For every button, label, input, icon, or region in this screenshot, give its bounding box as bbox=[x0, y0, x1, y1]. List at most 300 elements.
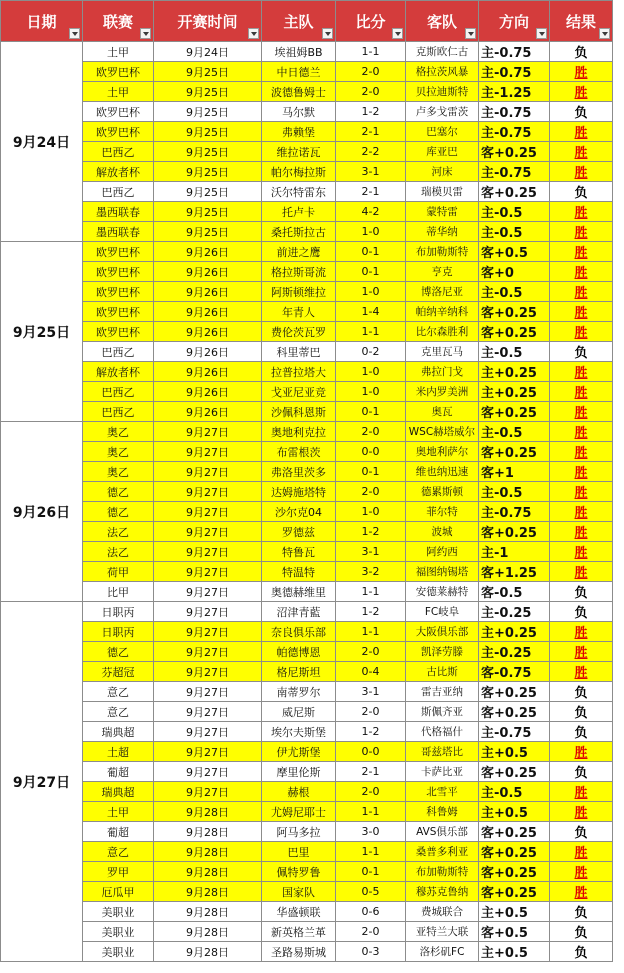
table-row bbox=[1, 882, 613, 902]
home-team-cell: 年青人 bbox=[262, 302, 336, 322]
table-row bbox=[1, 862, 613, 882]
league-cell: 比甲 bbox=[83, 582, 154, 602]
league-cell: 奥乙 bbox=[83, 442, 154, 462]
away-team-cell: 斯佩齐亚 bbox=[406, 702, 479, 722]
away-team-cell: 菲尔特 bbox=[406, 502, 479, 522]
direction-cell: 主-0.5 bbox=[479, 202, 550, 222]
league-cell: 意乙 bbox=[83, 682, 154, 702]
score-cell: 1-1 bbox=[336, 42, 406, 62]
result-cell: 胜 bbox=[550, 222, 613, 242]
away-team-cell: 布加勒斯特 bbox=[406, 242, 479, 262]
time-cell: 9月27日 bbox=[154, 582, 262, 602]
home-team-cell: 维拉诺瓦 bbox=[262, 142, 336, 162]
direction-cell: 客+1 bbox=[479, 462, 550, 482]
direction-cell: 客+0.25 bbox=[479, 882, 550, 902]
table-row bbox=[1, 82, 613, 102]
league-cell: 解放者杯 bbox=[83, 362, 154, 382]
time-cell: 9月27日 bbox=[154, 562, 262, 582]
result-cell: 胜 bbox=[550, 642, 613, 662]
result-cell: 负 bbox=[550, 582, 613, 602]
away-team-cell: 库亚巴 bbox=[406, 142, 479, 162]
time-cell: 9月26日 bbox=[154, 262, 262, 282]
direction-cell: 客+0.25 bbox=[479, 822, 550, 842]
direction-cell: 客-0.75 bbox=[479, 662, 550, 682]
score-cell: 3-1 bbox=[336, 542, 406, 562]
score-cell: 1-0 bbox=[336, 382, 406, 402]
time-cell: 9月27日 bbox=[154, 482, 262, 502]
league-cell: 美职业 bbox=[83, 902, 154, 922]
direction-cell: 客+0.25 bbox=[479, 182, 550, 202]
time-cell: 9月28日 bbox=[154, 842, 262, 862]
score-cell: 0-1 bbox=[336, 462, 406, 482]
score-cell: 1-1 bbox=[336, 622, 406, 642]
result-cell: 胜 bbox=[550, 482, 613, 502]
home-team-cell: 伊尤斯堡 bbox=[262, 742, 336, 762]
header-label: 主队 bbox=[283, 12, 314, 31]
score-cell: 3-1 bbox=[336, 162, 406, 182]
filter-dropdown-icon[interactable] bbox=[140, 28, 151, 39]
league-cell: 墨西联春 bbox=[83, 202, 154, 222]
home-team-cell: 沼津青藍 bbox=[262, 602, 336, 622]
score-cell: 1-0 bbox=[336, 362, 406, 382]
table-row bbox=[1, 442, 613, 462]
direction-cell: 客+0.25 bbox=[479, 762, 550, 782]
direction-cell: 主-0.25 bbox=[479, 642, 550, 662]
table-row bbox=[1, 362, 613, 382]
home-team-cell: 达姆施塔特 bbox=[262, 482, 336, 502]
table-row bbox=[1, 102, 613, 122]
filter-dropdown-icon[interactable] bbox=[599, 28, 610, 39]
table-row bbox=[1, 222, 613, 242]
home-team-cell: 佩特罗鲁 bbox=[262, 862, 336, 882]
away-team-cell: 桑普多利亚 bbox=[406, 842, 479, 862]
home-team-cell: 威尼斯 bbox=[262, 702, 336, 722]
league-cell: 欧罗巴杯 bbox=[83, 262, 154, 282]
table-row bbox=[1, 682, 613, 702]
score-cell: 1-1 bbox=[336, 802, 406, 822]
away-team-cell: 亨克 bbox=[406, 262, 479, 282]
home-team-cell: 格拉斯哥流 bbox=[262, 262, 336, 282]
result-cell: 负 bbox=[550, 822, 613, 842]
time-cell: 9月28日 bbox=[154, 882, 262, 902]
time-cell: 9月28日 bbox=[154, 822, 262, 842]
away-team-cell: 波城 bbox=[406, 522, 479, 542]
league-cell: 墨西联春 bbox=[83, 222, 154, 242]
home-team-cell: 华盛顿联 bbox=[262, 902, 336, 922]
away-team-cell: 费城联合 bbox=[406, 902, 479, 922]
time-cell: 9月26日 bbox=[154, 382, 262, 402]
direction-cell: 主-0.75 bbox=[479, 502, 550, 522]
table-row bbox=[1, 422, 613, 442]
header-score bbox=[336, 1, 406, 42]
score-cell: 0-0 bbox=[336, 742, 406, 762]
league-cell: 罗甲 bbox=[83, 862, 154, 882]
away-team-cell: 维也纳迅速 bbox=[406, 462, 479, 482]
table-row bbox=[1, 942, 613, 962]
away-team-cell: 雷吉亚纳 bbox=[406, 682, 479, 702]
filter-dropdown-icon[interactable] bbox=[392, 28, 403, 39]
direction-cell: 主-0.75 bbox=[479, 62, 550, 82]
away-team-cell: 蒂华纳 bbox=[406, 222, 479, 242]
home-team-cell: 国家队 bbox=[262, 882, 336, 902]
score-cell: 2-0 bbox=[336, 642, 406, 662]
time-cell: 9月25日 bbox=[154, 222, 262, 242]
result-cell: 胜 bbox=[550, 862, 613, 882]
time-cell: 9月26日 bbox=[154, 302, 262, 322]
header-label: 联赛 bbox=[102, 12, 133, 31]
date-cell: 9月26日 bbox=[1, 422, 83, 602]
direction-cell: 主+0.5 bbox=[479, 802, 550, 822]
league-cell: 厄瓜甲 bbox=[83, 882, 154, 902]
direction-cell: 主-0.5 bbox=[479, 222, 550, 242]
time-cell: 9月27日 bbox=[154, 702, 262, 722]
direction-cell: 主-0.75 bbox=[479, 162, 550, 182]
score-cell: 0-5 bbox=[336, 882, 406, 902]
result-cell: 负 bbox=[550, 102, 613, 122]
table-row bbox=[1, 122, 613, 142]
league-cell: 欧罗巴杯 bbox=[83, 102, 154, 122]
filter-dropdown-icon[interactable] bbox=[322, 28, 333, 39]
home-team-cell: 沃尔特雷东 bbox=[262, 182, 336, 202]
table-row bbox=[1, 902, 613, 922]
league-cell: 德乙 bbox=[83, 482, 154, 502]
league-cell: 巴西乙 bbox=[83, 342, 154, 362]
score-cell: 1-2 bbox=[336, 722, 406, 742]
home-team-cell: 特鲁瓦 bbox=[262, 542, 336, 562]
away-team-cell: 布加勒斯特 bbox=[406, 862, 479, 882]
home-team-cell: 拉普拉塔大 bbox=[262, 362, 336, 382]
time-cell: 9月26日 bbox=[154, 402, 262, 422]
direction-cell: 客+0.25 bbox=[479, 322, 550, 342]
time-cell: 9月27日 bbox=[154, 602, 262, 622]
direction-cell: 客-0.5 bbox=[479, 582, 550, 602]
league-cell: 奥乙 bbox=[83, 422, 154, 442]
result-cell: 负 bbox=[550, 702, 613, 722]
direction-cell: 客+0 bbox=[479, 262, 550, 282]
direction-cell: 客+0.5 bbox=[479, 922, 550, 942]
home-team-cell: 波德鲁姆士 bbox=[262, 82, 336, 102]
header-result bbox=[550, 1, 613, 42]
direction-cell: 客+0.25 bbox=[479, 842, 550, 862]
result-cell: 负 bbox=[550, 762, 613, 782]
filter-dropdown-icon[interactable] bbox=[536, 28, 547, 39]
table-row bbox=[1, 142, 613, 162]
time-cell: 9月28日 bbox=[154, 902, 262, 922]
table-row bbox=[1, 762, 613, 782]
header-label: 开赛时间 bbox=[177, 12, 238, 31]
table-row bbox=[1, 282, 613, 302]
direction-cell: 主-0.5 bbox=[479, 342, 550, 362]
away-team-cell: 奥瓦 bbox=[406, 402, 479, 422]
home-team-cell: 埃祖姆BB bbox=[262, 42, 336, 62]
table-row bbox=[1, 382, 613, 402]
away-team-cell: 安德莱赫特 bbox=[406, 582, 479, 602]
result-cell: 胜 bbox=[550, 202, 613, 222]
header-away bbox=[406, 1, 479, 42]
result-cell: 胜 bbox=[550, 402, 613, 422]
time-cell: 9月25日 bbox=[154, 202, 262, 222]
away-team-cell: FC岐阜 bbox=[406, 602, 479, 622]
league-cell: 荷甲 bbox=[83, 562, 154, 582]
league-cell: 解放者杯 bbox=[83, 162, 154, 182]
filter-dropdown-icon[interactable] bbox=[465, 28, 476, 39]
filter-dropdown-icon[interactable] bbox=[248, 28, 259, 39]
time-cell: 9月27日 bbox=[154, 722, 262, 742]
result-cell: 胜 bbox=[550, 82, 613, 102]
away-team-cell: 奥地利萨尔 bbox=[406, 442, 479, 462]
direction-cell: 客+0.5 bbox=[479, 242, 550, 262]
direction-cell: 客+0.25 bbox=[479, 442, 550, 462]
home-team-cell: 前进之鹰 bbox=[262, 242, 336, 262]
result-cell: 胜 bbox=[550, 262, 613, 282]
score-cell: 3-2 bbox=[336, 562, 406, 582]
league-cell: 巴西乙 bbox=[83, 402, 154, 422]
home-team-cell: 新英格兰革 bbox=[262, 922, 336, 942]
home-team-cell: 奈良俱乐部 bbox=[262, 622, 336, 642]
score-cell: 2-0 bbox=[336, 782, 406, 802]
score-cell: 2-0 bbox=[336, 62, 406, 82]
direction-cell: 客+0.25 bbox=[479, 702, 550, 722]
table-body bbox=[1, 42, 613, 962]
time-cell: 9月27日 bbox=[154, 682, 262, 702]
league-cell: 德乙 bbox=[83, 502, 154, 522]
table-row bbox=[1, 822, 613, 842]
result-cell: 负 bbox=[550, 722, 613, 742]
away-team-cell: 比尔森胜利 bbox=[406, 322, 479, 342]
table-row bbox=[1, 62, 613, 82]
time-cell: 9月27日 bbox=[154, 522, 262, 542]
time-cell: 9月26日 bbox=[154, 342, 262, 362]
date-cell: 9月27日 bbox=[1, 602, 83, 962]
league-cell: 法乙 bbox=[83, 542, 154, 562]
table-row bbox=[1, 522, 613, 542]
away-team-cell: 福图纳锡塔 bbox=[406, 562, 479, 582]
filter-dropdown-icon[interactable] bbox=[69, 28, 80, 39]
home-team-cell: 布雷根茨 bbox=[262, 442, 336, 462]
home-team-cell: 托卢卡 bbox=[262, 202, 336, 222]
away-team-cell: 巴塞尔 bbox=[406, 122, 479, 142]
away-team-cell: 弗拉门戈 bbox=[406, 362, 479, 382]
time-cell: 9月27日 bbox=[154, 442, 262, 462]
score-cell: 0-6 bbox=[336, 902, 406, 922]
time-cell: 9月27日 bbox=[154, 762, 262, 782]
home-team-cell: 马尔默 bbox=[262, 102, 336, 122]
score-cell: 0-1 bbox=[336, 262, 406, 282]
league-cell: 瑞典超 bbox=[83, 722, 154, 742]
result-cell: 负 bbox=[550, 682, 613, 702]
direction-cell: 主-0.5 bbox=[479, 422, 550, 442]
direction-cell: 客+1.25 bbox=[479, 562, 550, 582]
result-cell: 胜 bbox=[550, 742, 613, 762]
home-team-cell: 帕德博恩 bbox=[262, 642, 336, 662]
score-cell: 4-2 bbox=[336, 202, 406, 222]
time-cell: 9月27日 bbox=[154, 462, 262, 482]
home-team-cell: 尤姆尼耶士 bbox=[262, 802, 336, 822]
score-cell: 0-0 bbox=[336, 442, 406, 462]
home-team-cell: 赫根 bbox=[262, 782, 336, 802]
time-cell: 9月24日 bbox=[154, 42, 262, 62]
league-cell: 日职丙 bbox=[83, 622, 154, 642]
result-cell: 负 bbox=[550, 942, 613, 962]
home-team-cell: 特温特 bbox=[262, 562, 336, 582]
home-team-cell: 沙佩科恩斯 bbox=[262, 402, 336, 422]
league-cell: 芬超冠 bbox=[83, 662, 154, 682]
away-team-cell: 卢多戈雷茨 bbox=[406, 102, 479, 122]
direction-cell: 主-0.75 bbox=[479, 722, 550, 742]
table-row bbox=[1, 542, 613, 562]
home-team-cell: 沙尔克04 bbox=[262, 502, 336, 522]
away-team-cell: 亚特兰大联 bbox=[406, 922, 479, 942]
result-cell: 胜 bbox=[550, 662, 613, 682]
away-team-cell: 大阪俱乐部 bbox=[406, 622, 479, 642]
home-team-cell: 圣路易斯城 bbox=[262, 942, 336, 962]
header-home bbox=[262, 1, 336, 42]
time-cell: 9月27日 bbox=[154, 622, 262, 642]
table-row bbox=[1, 342, 613, 362]
time-cell: 9月25日 bbox=[154, 122, 262, 142]
result-cell: 负 bbox=[550, 182, 613, 202]
time-cell: 9月26日 bbox=[154, 362, 262, 382]
direction-cell: 主+0.5 bbox=[479, 742, 550, 762]
away-team-cell: 博洛尼亚 bbox=[406, 282, 479, 302]
table-row bbox=[1, 662, 613, 682]
table-row bbox=[1, 642, 613, 662]
home-team-cell: 中日德兰 bbox=[262, 62, 336, 82]
league-cell: 土甲 bbox=[83, 42, 154, 62]
league-cell: 巴西乙 bbox=[83, 182, 154, 202]
home-team-cell: 摩里伦斯 bbox=[262, 762, 336, 782]
result-cell: 胜 bbox=[550, 302, 613, 322]
table-row bbox=[1, 562, 613, 582]
time-cell: 9月27日 bbox=[154, 542, 262, 562]
direction-cell: 主-0.75 bbox=[479, 122, 550, 142]
score-cell: 0-1 bbox=[336, 862, 406, 882]
direction-cell: 主+0.5 bbox=[479, 942, 550, 962]
result-cell: 负 bbox=[550, 602, 613, 622]
date-cell: 9月24日 bbox=[1, 42, 83, 242]
result-cell: 胜 bbox=[550, 782, 613, 802]
result-cell: 胜 bbox=[550, 162, 613, 182]
direction-cell: 主+0.5 bbox=[479, 902, 550, 922]
score-cell: 1-1 bbox=[336, 582, 406, 602]
time-cell: 9月25日 bbox=[154, 162, 262, 182]
header-date bbox=[1, 1, 83, 42]
league-cell: 日职丙 bbox=[83, 602, 154, 622]
direction-cell: 客+0.25 bbox=[479, 142, 550, 162]
header-direction bbox=[479, 1, 550, 42]
table-row bbox=[1, 782, 613, 802]
result-cell: 胜 bbox=[550, 882, 613, 902]
score-cell: 1-2 bbox=[336, 522, 406, 542]
result-cell: 负 bbox=[550, 902, 613, 922]
league-cell: 欧罗巴杯 bbox=[83, 282, 154, 302]
home-team-cell: 南蒂罗尔 bbox=[262, 682, 336, 702]
score-cell: 1-2 bbox=[336, 602, 406, 622]
time-cell: 9月25日 bbox=[154, 62, 262, 82]
time-cell: 9月25日 bbox=[154, 182, 262, 202]
table-row bbox=[1, 242, 613, 262]
result-cell: 胜 bbox=[550, 382, 613, 402]
league-cell: 德乙 bbox=[83, 642, 154, 662]
home-team-cell: 阿马多拉 bbox=[262, 822, 336, 842]
score-cell: 2-0 bbox=[336, 922, 406, 942]
table-row bbox=[1, 162, 613, 182]
home-team-cell: 帕尔梅拉斯 bbox=[262, 162, 336, 182]
score-cell: 0-1 bbox=[336, 402, 406, 422]
away-team-cell: 洛杉矶FC bbox=[406, 942, 479, 962]
table-row bbox=[1, 462, 613, 482]
score-cell: 1-0 bbox=[336, 282, 406, 302]
score-cell: 2-0 bbox=[336, 482, 406, 502]
direction-cell: 主-1.25 bbox=[479, 82, 550, 102]
direction-cell: 主+0.25 bbox=[479, 382, 550, 402]
home-team-cell: 桑托斯拉古 bbox=[262, 222, 336, 242]
table-row bbox=[1, 482, 613, 502]
result-cell: 胜 bbox=[550, 142, 613, 162]
time-cell: 9月25日 bbox=[154, 142, 262, 162]
result-cell: 胜 bbox=[550, 62, 613, 82]
league-cell: 土甲 bbox=[83, 82, 154, 102]
score-cell: 3-0 bbox=[336, 822, 406, 842]
league-cell: 葡超 bbox=[83, 822, 154, 842]
header-label: 方向 bbox=[498, 12, 529, 31]
home-team-cell: 科里蒂巴 bbox=[262, 342, 336, 362]
home-team-cell: 弗洛里茨多 bbox=[262, 462, 336, 482]
table-row bbox=[1, 502, 613, 522]
league-cell: 奥乙 bbox=[83, 462, 154, 482]
result-cell: 负 bbox=[550, 342, 613, 362]
league-cell: 欧罗巴杯 bbox=[83, 242, 154, 262]
home-team-cell: 戈亚尼亚竞 bbox=[262, 382, 336, 402]
home-team-cell: 奥地利克拉 bbox=[262, 422, 336, 442]
time-cell: 9月26日 bbox=[154, 322, 262, 342]
home-team-cell: 格尼斯坦 bbox=[262, 662, 336, 682]
score-cell: 2-1 bbox=[336, 182, 406, 202]
result-cell: 胜 bbox=[550, 522, 613, 542]
league-cell: 欧罗巴杯 bbox=[83, 302, 154, 322]
time-cell: 9月28日 bbox=[154, 942, 262, 962]
score-cell: 2-0 bbox=[336, 702, 406, 722]
direction-cell: 客+0.25 bbox=[479, 862, 550, 882]
direction-cell: 主-0.75 bbox=[479, 102, 550, 122]
table-row bbox=[1, 582, 613, 602]
league-cell: 瑞典超 bbox=[83, 782, 154, 802]
score-cell: 1-1 bbox=[336, 322, 406, 342]
table-row bbox=[1, 202, 613, 222]
header-label: 比分 bbox=[355, 12, 386, 31]
time-cell: 9月25日 bbox=[154, 82, 262, 102]
result-cell: 胜 bbox=[550, 422, 613, 442]
table-row bbox=[1, 742, 613, 762]
away-team-cell: 代格福什 bbox=[406, 722, 479, 742]
score-cell: 3-1 bbox=[336, 682, 406, 702]
league-cell: 巴西乙 bbox=[83, 382, 154, 402]
away-team-cell: 北雪平 bbox=[406, 782, 479, 802]
away-team-cell: AVS俱乐部 bbox=[406, 822, 479, 842]
result-cell: 胜 bbox=[550, 462, 613, 482]
away-team-cell: 古比斯 bbox=[406, 662, 479, 682]
direction-cell: 客+0.25 bbox=[479, 682, 550, 702]
table-row bbox=[1, 402, 613, 422]
result-cell: 胜 bbox=[550, 562, 613, 582]
league-cell: 葡超 bbox=[83, 762, 154, 782]
direction-cell: 客+0.25 bbox=[479, 402, 550, 422]
direction-cell: 客+0.25 bbox=[479, 302, 550, 322]
table-row bbox=[1, 182, 613, 202]
score-cell: 2-1 bbox=[336, 762, 406, 782]
result-cell: 胜 bbox=[550, 842, 613, 862]
away-team-cell: 凯泽劳滕 bbox=[406, 642, 479, 662]
